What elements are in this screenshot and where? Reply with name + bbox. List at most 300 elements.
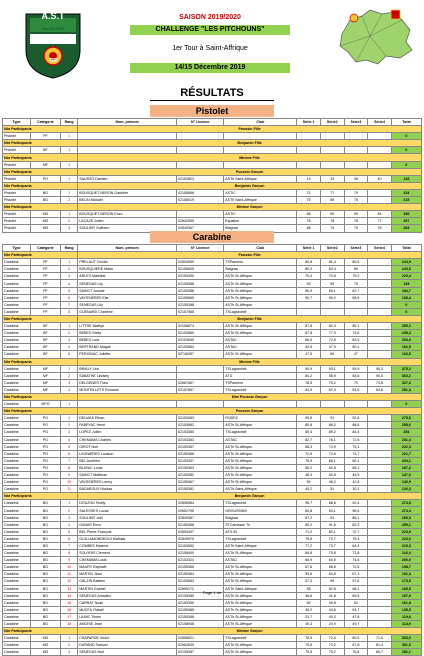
name-cell: GALZIN Bastien [78,578,177,585]
category-label: Benjamin Fille [78,140,422,147]
table-row [3,344,422,351]
series3-cell [344,147,368,154]
rank-cell: 1 [61,500,78,507]
logo-text-top: A.S.T [41,11,65,21]
name-cell: PERIGNAC Juliette [78,351,177,358]
table-row [3,415,422,422]
total-cell: 203,0 [391,337,421,344]
series1-cell: 46,6 [297,592,321,599]
club-cell: ASTir St-Affrique [224,571,297,578]
type-cell: Carabine [3,457,31,464]
club-cell: ASTir St-Affrique [224,550,297,557]
licence-cell: 02155389 [177,592,224,599]
club-cell: TSLagravinié [224,535,297,542]
series2-cell: 48,2 [320,479,344,486]
column-header: Série3 [344,245,368,252]
section-title-pistolet: Pistolet [150,105,274,117]
series1-cell: 85,2 [297,521,321,528]
category-cell: MF [30,386,60,393]
rank-cell: 1 [61,189,78,196]
name-cell: BEBES Lola [78,337,177,344]
series4-cell [368,620,392,627]
type-cell: Carabine [3,351,31,358]
type-cell: Carabine [3,585,31,592]
licence-cell: 02849367 [177,225,224,232]
category-cell: MG [30,649,60,656]
type-cell: Carabine [3,344,31,351]
rank-cell: 2 [61,266,78,273]
club-cell: ASTir St-Affrique [224,443,297,450]
column-header: Série 1 [297,245,321,252]
total-cell: 239,4 [391,330,421,337]
category-cell: BG [30,564,60,571]
category-cell: BG [30,535,60,542]
name-cell: SENEGAS Lily [78,301,177,308]
name-cell: BADAROUX Nicolas [78,486,177,493]
series1-cell: 56,2 [297,464,321,471]
licence-cell: 02155390 [177,599,224,606]
series4-cell [368,500,392,507]
total-cell: 157,9 [391,592,421,599]
total-cell: 147,6 [391,472,421,479]
series4-cell [368,308,392,315]
name-cell: GUILLAMONDEGUI Mathias [78,535,177,542]
category-cell: BF [30,330,60,337]
licence-cell [177,161,224,168]
series1-cell: 55 [297,585,321,592]
column-header: Catégorie [30,245,60,252]
participant-count-label: Nbr Participants [3,358,78,365]
series3-cell: 47,8 [344,613,368,620]
rank-cell: 6 [61,450,78,457]
category-cell: PG [30,443,60,450]
series3-cell: 85,1 [344,323,368,330]
category-cell: BF [30,337,60,344]
series1-cell: 48,3 [297,472,321,479]
series3-cell: 95 [344,211,368,218]
series1-cell: 47,5 [297,351,321,358]
category-cell: PG [30,457,60,464]
total-cell: 162,5 [391,344,421,351]
total-cell: 274,9 [391,500,421,507]
series4-cell [368,294,392,301]
rank-cell: 4 [61,521,78,528]
total-cell: 259,1 [391,521,421,528]
table-row [3,266,422,273]
category-cell: PG [30,479,60,486]
name-cell: CHAPARDE Victor [78,635,177,642]
series1-cell: 90,9 [297,365,321,372]
category-label: Poussin Garçon [78,168,422,175]
type-cell: Carabine [3,436,31,443]
series3-cell: 89,5 [344,259,368,266]
licence-cell: 02155896 [177,189,224,196]
category-cell: BG [30,189,60,196]
series1-cell: 80,8 [297,259,321,266]
rank-cell: 5 [61,287,78,294]
column-header: Rang [61,119,78,126]
name-cell: FABRYAC Henri [78,422,177,429]
category-group-row [3,154,422,161]
series1-cell: 50,7 [297,294,321,301]
total-cell: 303,0 [391,635,421,642]
series1-cell: 80,8 [297,422,321,429]
name-cell: BRIALY Léa [78,365,177,372]
series3-cell: 78 [344,218,368,225]
rank-cell: 7 [61,301,78,308]
series3-cell: 75 [344,280,368,287]
name-cell [78,401,177,408]
series1-cell [297,161,321,168]
club-cell: ATG [224,372,297,379]
category-label: Minime Fille [78,154,422,161]
club-cell: ASTAC [224,337,297,344]
table-row [3,259,422,266]
club-cell: ASTAC [224,557,297,564]
series1-cell: 45,2 [297,486,321,493]
rank-cell: 1 [61,133,78,140]
table-row [3,422,422,429]
rank-cell: 3 [61,337,78,344]
series1-cell: 60 [297,599,321,606]
licence-cell: 02156019 [177,197,224,204]
series4-cell [368,486,392,493]
name-cell: BEL Pierre-François [78,528,177,535]
series2-cell: 93,1 [320,507,344,514]
series2-cell: 75,2 [320,379,344,386]
category-cell: PG [30,175,60,182]
type-cell: Carabine [3,571,31,578]
total-cell: 346 [391,211,421,218]
rank-cell: 8 [61,464,78,471]
rank-cell: 2 [61,507,78,514]
table-row [3,189,422,196]
name-cell: PRELAUT Cécilia [78,259,177,266]
series3-cell: 36 [344,175,368,182]
series3-cell [344,161,368,168]
table-row [3,507,422,514]
rank-cell: 2 [61,218,78,225]
table-row [3,578,422,585]
club-cell: TSLagravinié [224,308,297,315]
licence-cell: 02155385 [177,606,224,613]
category-cell: MG [30,225,60,232]
category-cell: BG [30,557,60,564]
club-cell: ASTir St-Affrique [224,464,297,471]
category-label: Minime Garçon [78,204,422,211]
series2-cell: 72,7 [320,535,344,542]
name-cell: BERTRAND Magali [78,344,177,351]
total-cell: 173,9 [391,578,421,585]
series2-cell: 76,1 [320,436,344,443]
series3-cell: 79,2 [344,273,368,280]
series3-cell: 82,3 [344,521,368,528]
series3-cell: 68,2 [344,464,368,471]
name-cell: SAINCT Matthias [78,472,177,479]
series3-cell: 47 [344,351,368,358]
series2-cell: 24,9 [320,620,344,627]
licence-cell [177,147,224,154]
type-cell: Carabine [3,592,31,599]
series3-cell [344,301,368,308]
series1-cell [297,133,321,140]
table-row [3,280,422,287]
total-cell: 184,7 [391,287,421,294]
type-cell: Carabine [3,422,31,429]
type-cell: Carabine [3,280,31,287]
name-cell: MAURY Raphaël [78,564,177,571]
total-cell: 220,4 [391,273,421,280]
table-row [3,337,422,344]
category-cell: BF [30,351,60,358]
club-cell: TSLagravinié [224,386,297,393]
type-cell: Pistolet [3,218,31,225]
licence-cell: 02155365 [177,564,224,571]
participant-count-label: Nbr Participants [3,493,78,500]
category-cell: PF [30,273,60,280]
table-row [3,599,422,606]
total-cell: 193 [391,280,421,287]
licence-cell [177,401,224,408]
participant-count-label: Nbr Participants [3,168,78,175]
club-cell: TSPamiers [224,379,297,386]
licence-cell: 02856621 [177,635,224,642]
name-cell: LACAZE Julien [78,218,177,225]
licence-cell: 02155382 [177,472,224,479]
club-cell: RODEZ [224,415,297,422]
table-row [3,429,422,436]
club-cell: ASTir Saint-Affrique [224,486,297,493]
total-cell: 126,3 [391,486,421,493]
name-cell: LOPEZ Julien [78,429,177,436]
series4-cell [368,464,392,471]
category-group-row [3,126,422,133]
total-cell: 297 [391,218,421,225]
rank-cell: 6 [61,535,78,542]
name-cell: CARRAT Noah [78,599,177,606]
series3-cell: 52 [344,599,368,606]
licence-cell: 02155366 [177,450,224,457]
type-cell: Carabine [3,528,31,535]
series4-cell [368,415,392,422]
series3-cell: 80,5 [344,635,368,642]
club-cell: TSPamiers [224,259,297,266]
table-row [3,301,422,308]
category-label: Poussin Garçon [78,408,422,415]
column-header: Club [224,245,297,252]
total-cell: 163,5 [391,351,421,358]
name-cell: LITTRE Maëlys [78,323,177,330]
name-cell: DOUZOU Teddy [78,500,177,507]
series3-cell: 62,7 [344,287,368,294]
type-cell: Carabine [3,535,31,542]
event-dates: 14/15 Décembre 2019 [130,63,290,73]
name-cell: DELMAS Ethan [78,415,177,422]
series4-cell [368,557,392,564]
type-cell: Carabine [3,500,31,507]
series4-cell: 78 [368,225,392,232]
total-cell: 274,4 [391,507,421,514]
table-row [3,535,422,542]
category-cell: PF [30,301,60,308]
total-cell: 363,2 [391,372,421,379]
type-cell: Carabine [3,599,31,606]
logo-text-mid: HAUTE-RIVE [42,27,64,31]
series4-cell [368,571,392,578]
club-cell: ASTir St-Affrique [224,613,297,620]
total-cell: 0 [391,401,421,408]
series4-cell [368,436,392,443]
club-cell: ASTir St-Affrique [224,287,297,294]
rank-cell: 4 [61,386,78,393]
name-cell: SOUYRIS Clément [78,550,177,557]
total-cell: 215,3 [391,542,421,549]
category-cell: PG [30,429,60,436]
rank-cell: 16 [61,606,78,613]
licence-cell [177,365,224,372]
rank-cell: 3 [61,649,78,656]
type-cell: Carabine [3,266,31,273]
type-cell: Carabine [3,620,31,627]
rank-cell: 1 [61,161,78,168]
section-title-carabine: Carabine [150,231,274,243]
series3-cell: 79 [344,189,368,196]
table-row [3,606,422,613]
category-group-row [3,168,422,175]
category-cell: BG [30,514,60,521]
type-cell: Carabine [3,308,31,315]
total-cell: 251,4 [391,386,421,393]
rank-cell: 18 [61,620,78,627]
series4-cell [368,323,392,330]
series1-cell: 54,5 [297,344,321,351]
category-cell: BF [30,147,60,154]
series2-cell [320,147,344,154]
series1-cell: 66,9 [297,557,321,564]
category-label: Poussin Fille [78,252,422,259]
series4-cell [368,528,392,535]
table-row [3,197,422,204]
series2-cell: 72,6 [320,337,344,344]
type-cell: Carabine [3,323,31,330]
type-cell: Carabine [3,613,31,620]
series2-cell: 44,6 [320,606,344,613]
type-cell: Pistolet [3,147,31,154]
licence-cell: 02158400 [177,550,224,557]
table-row [3,486,422,493]
category-cell: BG [30,197,60,204]
column-header: N° Licence [177,245,224,252]
pistolet-results-table [2,118,422,233]
type-cell: Carabine [3,330,31,337]
licence-cell: 02842555 [177,218,224,225]
series1-cell: 96,7 [297,500,321,507]
club-cell: ASTir St-Affrique [224,564,297,571]
series4-cell [368,578,392,585]
participant-count-label: Nbr Participants [3,393,78,400]
series4-cell [368,599,392,606]
club-cell: ASTIC [224,211,297,218]
series2-cell: 47,9 [320,344,344,351]
category-cell: PG [30,415,60,422]
series4-cell [368,422,392,429]
series2-cell: 69 [320,197,344,204]
licence-cell: 02155388 [177,280,224,287]
rank-cell: 15 [61,599,78,606]
name-cell [78,147,177,154]
series2-cell: 91 [320,415,344,422]
series3-cell: 92,4 [344,500,368,507]
series4-cell [368,337,392,344]
series2-cell: 75,8 [320,550,344,557]
category-cell: BF [30,323,60,330]
series4-cell [368,457,392,464]
series1-cell: 66,5 [297,337,321,344]
table-row [3,642,422,649]
rank-cell: 5 [61,528,78,535]
category-cell: BF [30,344,60,351]
licence-cell: 02157657 [177,386,224,393]
total-cell: 191,4 [391,571,421,578]
table-row [3,379,422,386]
category-label: Minime Garçon [78,628,422,635]
category-cell: BG [30,571,60,578]
club-cell [224,147,297,154]
column-header: Série3 [344,119,368,126]
type-cell: Carabine [3,635,31,642]
category-cell: MG [30,642,60,649]
club-cell: ASTir Saint-Affrique [224,175,297,182]
total-cell: 307,3 [391,379,421,386]
licence-cell: 02155381 [177,486,224,493]
category-cell: PF [30,294,60,301]
licence-cell: 02746357 [177,351,224,358]
name-cell: ARLES Mathilde [78,273,177,280]
club-cell: ASTir St-Affrique [224,280,297,287]
participant-count-label: Nbr Participants [3,252,78,259]
table-row [3,443,422,450]
licence-cell: 02804950 [177,259,224,266]
licence-cell: 02153324 [177,557,224,564]
rank-cell: 10 [61,564,78,571]
category-cell: BG [30,528,60,535]
name-cell: BLAYAC Louis [78,464,177,471]
club-cell: TSLagravinié [224,635,297,642]
total-cell: 301,0 [391,642,421,649]
series2-cell: 58,6 [320,564,344,571]
series3-cell: 63,9 [344,337,368,344]
series4-cell [368,189,392,196]
type-cell: Carabine [3,259,31,266]
name-cell: SENEGAS Amadéo [78,592,177,599]
total-cell: 243,6 [391,266,421,273]
name-cell: MARTIN Gabriel [78,585,177,592]
club-cell: ASTir St-Affrique [224,323,297,330]
series4-cell [368,550,392,557]
series2-cell: 40,3 [320,613,344,620]
rank-cell: 1 [61,415,78,422]
series3-cell: 76,8 [344,649,368,656]
type-cell: Carabine [3,294,31,301]
club-cell: ASTir St-Affrique [224,450,297,457]
series3-cell: 54,5 [344,386,368,393]
column-header: Série2 [320,245,344,252]
series1-cell: 50 [297,479,321,486]
type-cell: Carabine [3,372,31,379]
licence-cell [177,211,224,218]
participant-count-label: Nbr Participants [3,204,78,211]
series2-cell: 69 [320,351,344,358]
